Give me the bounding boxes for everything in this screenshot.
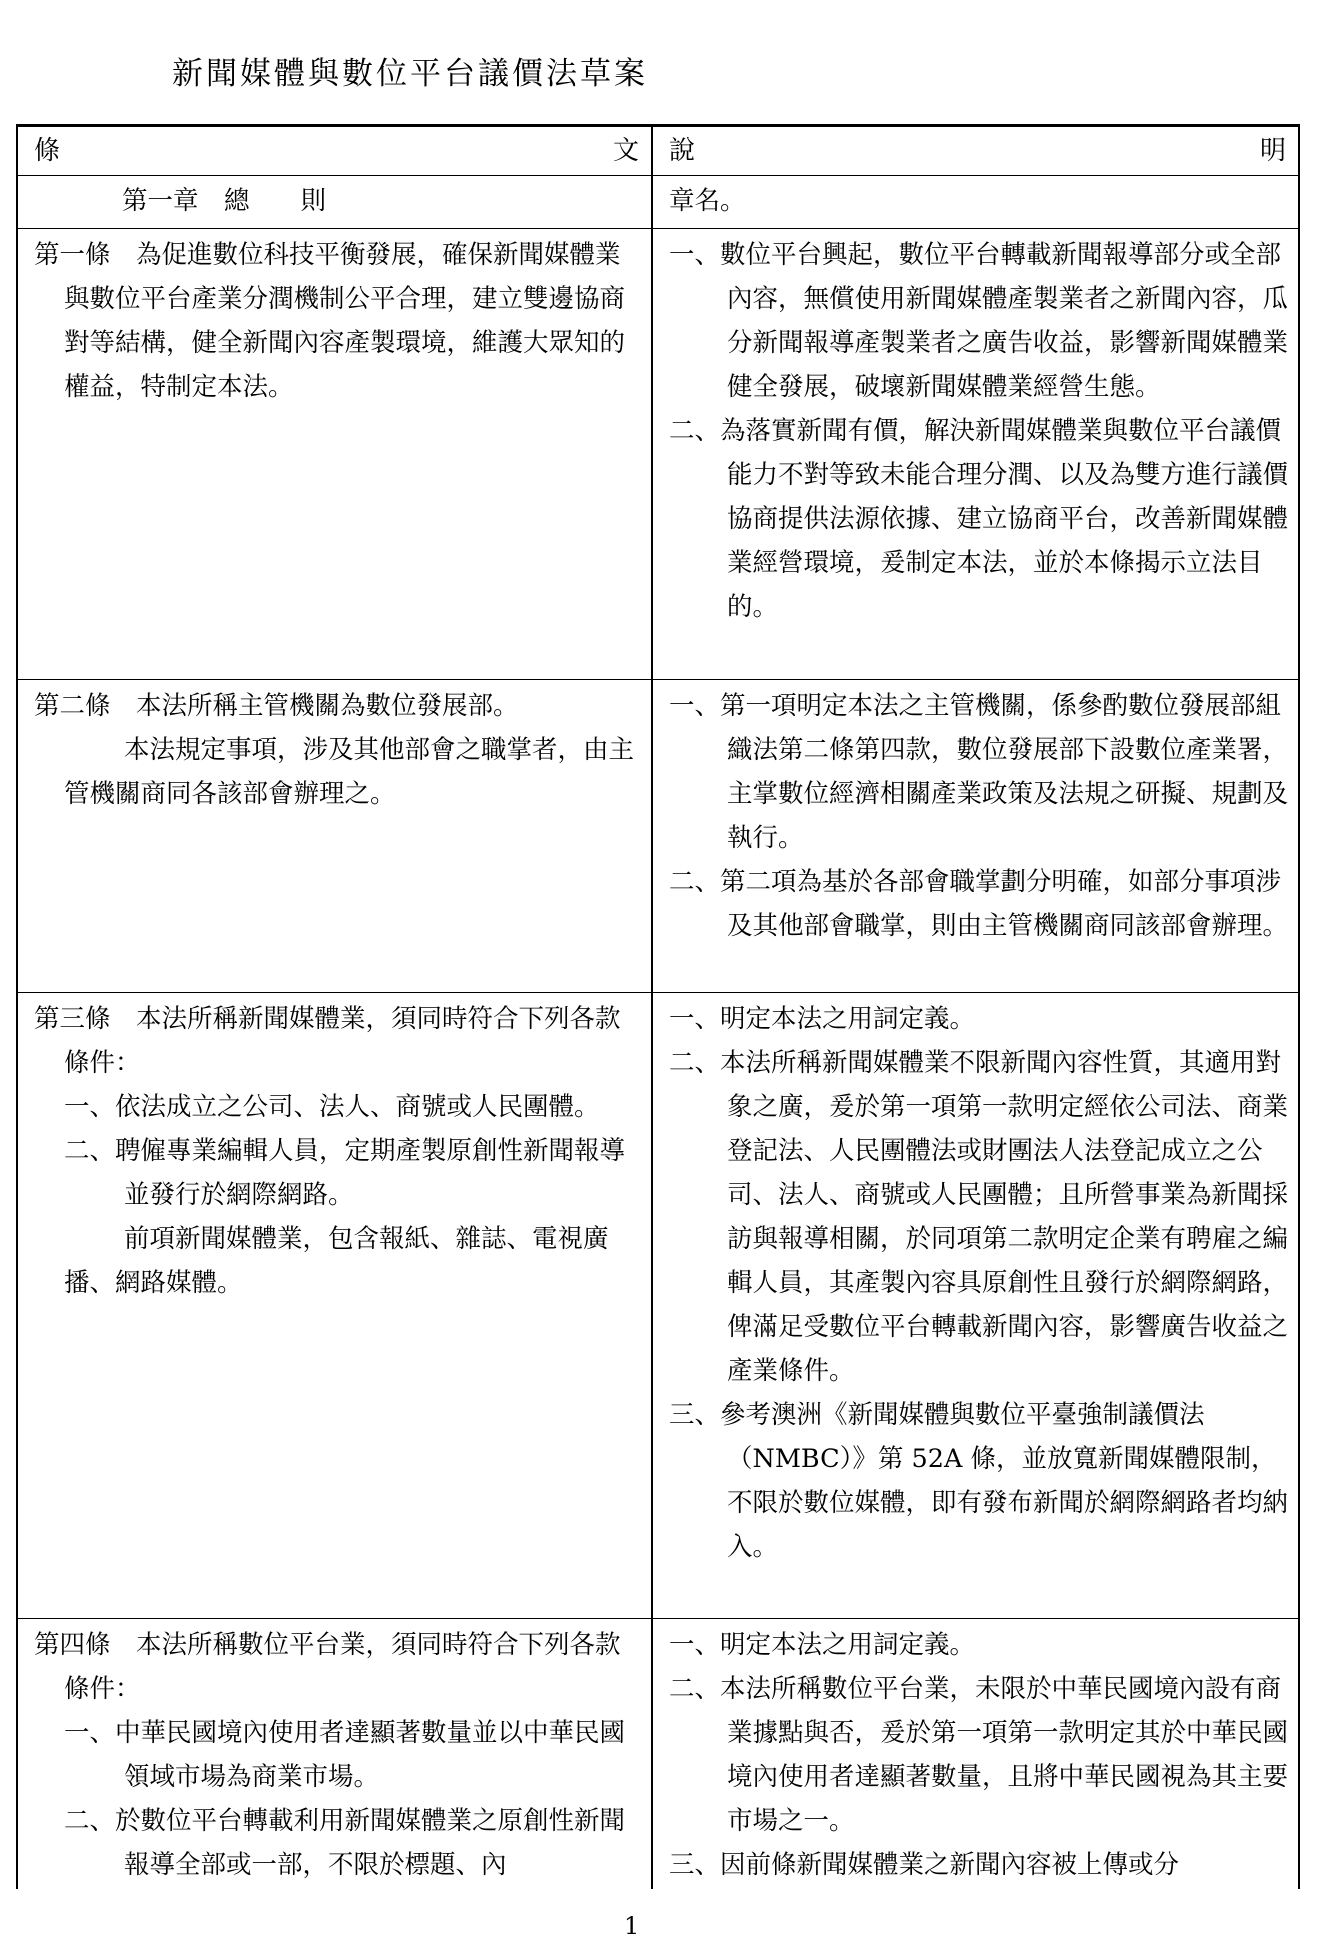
table-header-row [17, 126, 1299, 176]
article-3-note-3: 三、參考澳洲《新聞媒體與數位平臺強制議價法（NMBC）》第 52A 條，並放寬新聞媒體限制，不限於數位媒體，即有發布新聞於網際網路者均納入。 [669, 1400, 1289, 1562]
explanation-cell [652, 993, 1299, 1619]
header-explain-right: 明 [1259, 136, 1286, 166]
article-3-paragraph: 前項新聞媒體業，包含報紙、雜誌、電視廣播、網路媒體。 [64, 1224, 609, 1298]
article-2-note-2: 二、第二項為基於各部會職掌劃分明確，如部分事項涉及其他部會職掌，則由主管機關商同該部會辦理。 [669, 867, 1289, 941]
article-2-text: 第二條 本法所稱主管機關為數位發展部。 [34, 691, 519, 721]
law-table [16, 124, 1300, 1889]
article-4-text: 第四條 本法所稱數位平台業，須同時符合下列各款條件： [34, 1630, 621, 1704]
article-cell [17, 229, 652, 680]
article-4-note-2: 二、本法所稱數位平台業，未限於中華民國境內設有商業據點與否，爰於第一項第一款明定其於中華民國境內使用者達顯著數量，且將中華民國視為其主要市場之一。 [669, 1674, 1289, 1836]
page-number: 1 [624, 1912, 640, 1940]
explanation-cell [652, 680, 1299, 993]
explanation-column-header [652, 126, 1299, 176]
header-article-right: 文 [612, 136, 639, 166]
article-cell [17, 1619, 652, 1890]
table-row [17, 229, 1299, 680]
article-3-note-2: 二、本法所稱新聞媒體業不限新聞內容性質，其適用對象之廣，爰於第一項第一款明定經依公司法、商業登記法、人民團體法或財團法人法登記成立之公司、法人、商號或人民團體；且所營事業為新聞採訪與報導相關，於同項第二款明定企業有聘雇之編輯人員，其產製內容具原創性且發行於網際網路，俾滿足受數位平台轉載新聞內容，影響廣告收益之產業條件。 [669, 1048, 1289, 1386]
article-1-note-1: 一、數位平台興起，數位平台轉載新聞報導部分或全部內容，無償使用新聞媒體產製業者之新聞內容，瓜分新聞報導產製業者之廣告收益，影響新聞媒體業健全發展，破壞新聞媒體業經營生態。 [669, 240, 1289, 402]
explanation-cell [652, 229, 1299, 680]
table-row [17, 993, 1299, 1619]
article-4-item-1: 一、中華民國境內使用者達顯著數量並以中華民國領域市場為商業市場。 [64, 1718, 626, 1792]
article-3-item-1: 一、依法成立之公司、法人、商號或人民團體。 [64, 1092, 600, 1122]
article-4-item-2: 二、於數位平台轉載利用新聞媒體業之原創性新聞報導全部或一部，不限於標題、內 [64, 1806, 626, 1880]
explanation-cell [652, 1619, 1299, 1890]
article-3-text: 第三條 本法所稱新聞媒體業，須同時符合下列各款條件： [34, 1004, 621, 1078]
table-row [17, 680, 1299, 993]
chapter-row [17, 176, 1299, 229]
article-2-paragraph: 本法規定事項，涉及其他部會之職掌者，由主管機關商同各該部會辦理之。 [64, 735, 635, 809]
chapter-title: 第一章 總 則 [122, 186, 327, 216]
document-title: 新聞媒體與數位平台議價法草案 [172, 56, 648, 92]
article-1-text: 第一條 為促進數位科技平衡發展，確保新聞媒體業與數位平台產業分潤機制公平合理，建立雙邊協商對等結構，健全新聞內容產製環境，維護大眾知的權益，特制定本法。 [34, 240, 626, 402]
article-cell [17, 680, 652, 993]
header-explain-left: 說 [669, 136, 696, 166]
article-3-note-1: 一、明定本法之用詞定義。 [669, 1004, 976, 1034]
article-3-item-2: 二、聘僱專業編輯人員，定期產製原創性新聞報導並發行於網際網路。 [64, 1136, 626, 1210]
article-4-note-3: 三、因前條新聞媒體業之新聞內容被上傳或分 [669, 1850, 1180, 1880]
article-column-header [17, 126, 652, 176]
article-1-note-2: 二、為落實新聞有價，解決新聞媒體業與數位平台議價能力不對等致未能合理分潤、以及為雙方進行議價協商提供法源依據、建立協商平台，改善新聞媒體業經營環境，爰制定本法，並於本條揭示立法目的。 [669, 416, 1289, 622]
table-row [17, 1619, 1299, 1890]
article-4-note-1: 一、明定本法之用詞定義。 [669, 1630, 976, 1660]
article-2-note-1: 一、第一項明定本法之主管機關，係參酌數位發展部組織法第二條第四款，數位發展部下設數位產業署，主掌數位經濟相關產業政策及法規之研擬、規劃及執行。 [669, 691, 1289, 853]
article-cell [17, 993, 652, 1619]
header-article-left: 條 [34, 136, 61, 166]
chapter-note: 章名。 [669, 186, 746, 216]
